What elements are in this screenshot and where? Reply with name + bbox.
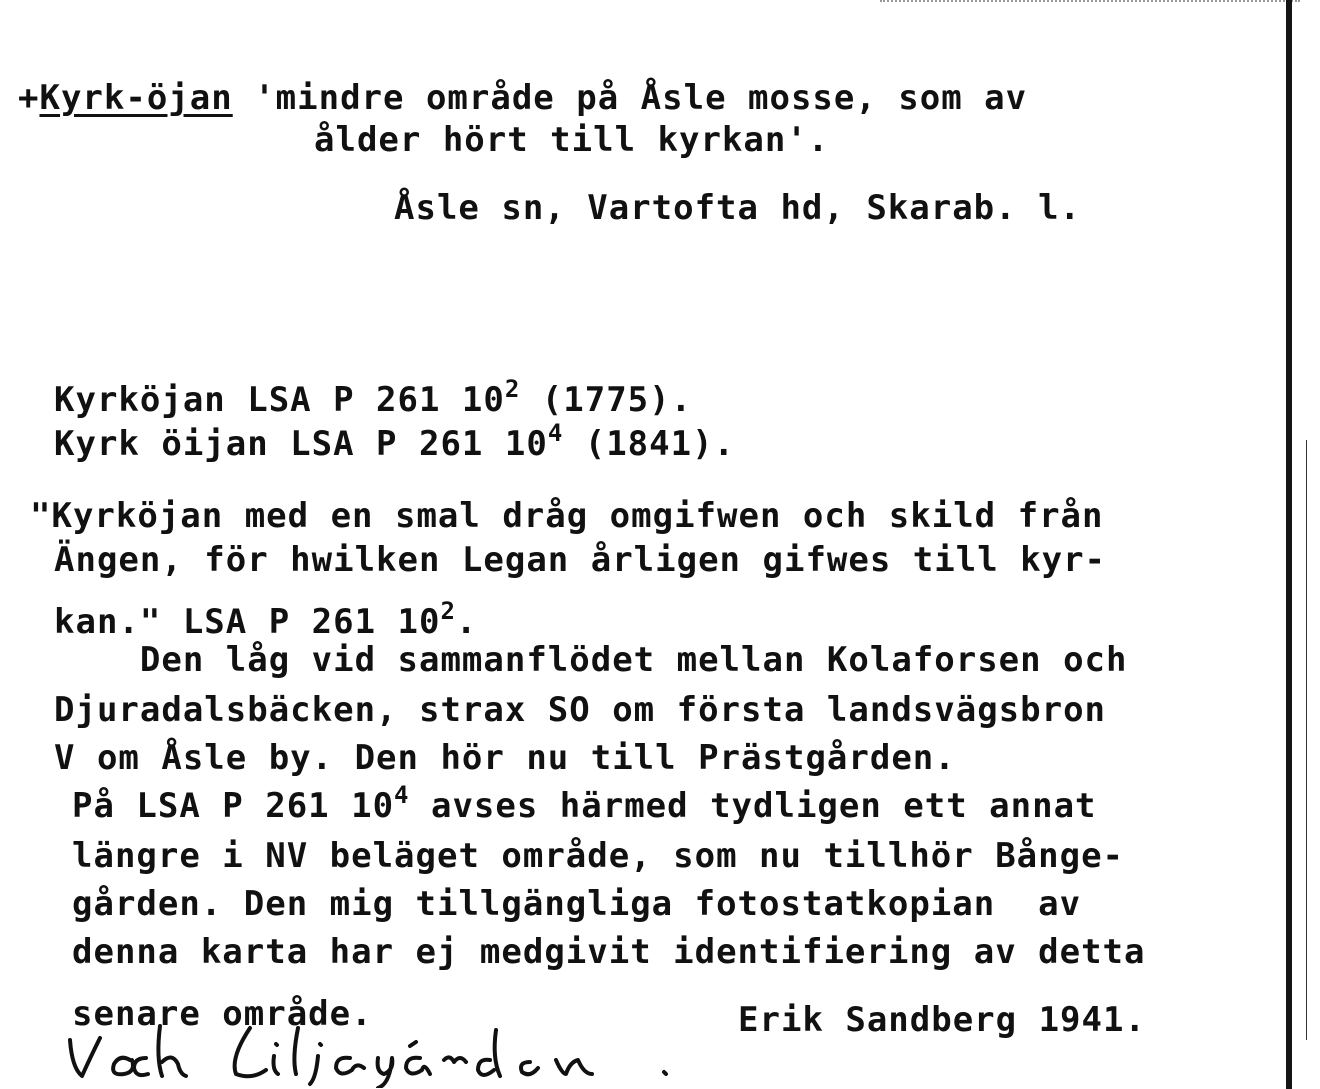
card-inner-border	[1306, 440, 1307, 1040]
source-year-1: (1775).	[520, 380, 693, 420]
body-line-4	[72, 780, 1097, 826]
body-line-2: Djuradalsbäcken, strax SO om första landsvägsbron	[54, 690, 1107, 730]
author-signature-line: Erik Sandberg 1941.	[738, 1000, 1146, 1040]
body-line-8: senare område.	[72, 994, 373, 1034]
body-line-4-rest: avses härmed tydligen ett annat	[409, 786, 1097, 826]
source-form-1: Kyrköjan LSA P 261 10	[54, 380, 505, 420]
source-exponent-2: 4	[547, 418, 564, 447]
card-right-border	[1286, 0, 1292, 1089]
quote-line-1: "Kyrköjan med en smal dråg omgifwen och skild från	[30, 496, 1104, 536]
quote-line-3	[54, 596, 478, 642]
handwritten-note	[60, 1018, 700, 1088]
quote-ref: kan." LSA P 261 10	[54, 602, 441, 642]
body-line-3: V om Åsle by. Den hör nu till Prästgården.	[54, 738, 956, 778]
quote-line-2: Ängen, för hwilken Legan årligen gifwes till kyr-	[54, 540, 1107, 580]
scan-edge-dots	[880, 0, 1300, 4]
source-form-2: Kyrk öijan LSA P 261 10	[54, 424, 548, 464]
headword: Kyrk-öjan	[39, 78, 233, 118]
source-line-1	[54, 374, 693, 420]
quote-exponent: 2	[440, 596, 456, 625]
source-exponent-1: 2	[504, 374, 521, 403]
body-ref: På LSA P 261 10	[72, 786, 395, 826]
body-exponent: 4	[394, 780, 410, 809]
definition-line-1: 'mindre område på Åsle mosse, som av	[254, 78, 1028, 118]
headword-marker: +	[18, 78, 40, 118]
location-line: Åsle sn, Vartofta hd, Skarab. l.	[394, 188, 1082, 228]
headword-line	[18, 78, 1027, 118]
quote-end: .	[455, 602, 478, 642]
body-line-1: Den låg vid sammanflödet mellan Kolaforsen och	[54, 640, 1128, 680]
definition-line-2: ålder hört till kyrkan'.	[314, 120, 830, 160]
body-line-6: gården. Den mig tillgängliga fotostatkopian av	[72, 884, 1082, 924]
body-line-5: längre i NV beläget område, som nu tillhör Bånge-	[72, 836, 1125, 876]
source-line-2	[54, 418, 736, 464]
source-year-2: (1841).	[563, 424, 736, 464]
body-line-7: denna karta har ej medgivit identifiering av detta	[72, 932, 1146, 972]
